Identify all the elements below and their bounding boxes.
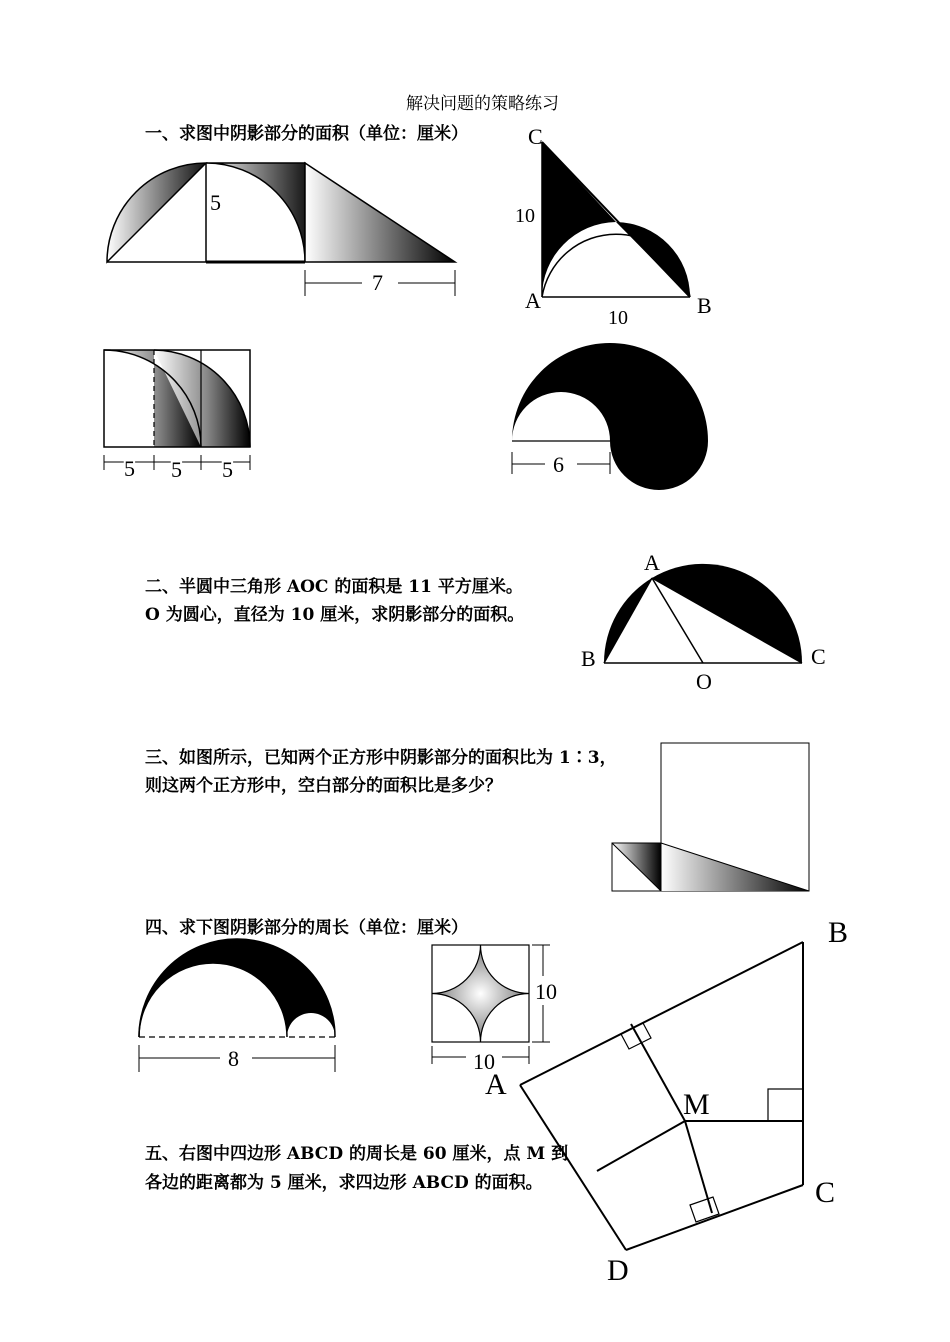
shaded-triangle bbox=[305, 163, 455, 262]
label-a: A bbox=[644, 550, 660, 575]
q5-line2: 各边的距离都为 5 厘米，求四边形 ABCD 的面积。 bbox=[145, 1173, 543, 1193]
q1-figure-b bbox=[510, 120, 730, 330]
label-3: 5 bbox=[222, 457, 233, 482]
base-label: 10 bbox=[608, 307, 628, 329]
q2-line2: O 为圆心，直径为 10 厘米，求阴影部分的面积。 bbox=[145, 605, 525, 625]
base-label: 7 bbox=[372, 270, 383, 295]
side-v-label: 10 bbox=[535, 979, 557, 1004]
q3-line1: 三、如图所示，已知两个正方形中阴影部分的面积比为 1∶3， bbox=[145, 748, 617, 768]
label-b: B bbox=[697, 293, 712, 318]
shaded-segment-left bbox=[107, 163, 206, 262]
q5-line1: 五、右图中四边形 ABCD 的周长是 60 厘米，点 M 到 bbox=[145, 1144, 569, 1164]
diameter-label: 8 bbox=[228, 1046, 239, 1071]
side-h-label: 10 bbox=[473, 1049, 495, 1074]
label-b: B bbox=[828, 916, 849, 949]
q2-figure bbox=[575, 548, 835, 693]
q5-figure bbox=[480, 915, 850, 1285]
label-c: C bbox=[815, 1176, 836, 1209]
q1-heading: 一、求图中阴影部分的面积（单位：厘米） bbox=[145, 124, 468, 144]
label-a: A bbox=[485, 1068, 507, 1101]
side-label: 10 bbox=[515, 205, 535, 227]
label-d: D bbox=[607, 1254, 629, 1287]
q2-line1: 二、半圆中三角形 AOC 的面积是 11 平方厘米。 bbox=[145, 577, 523, 597]
q1-figure-d bbox=[505, 340, 720, 500]
label-o: O bbox=[696, 669, 712, 694]
q1-figure-c bbox=[98, 345, 258, 485]
label-a: A bbox=[525, 288, 541, 313]
q4-figure-a bbox=[132, 935, 342, 1075]
label-2: 5 bbox=[171, 457, 182, 482]
q3-line2: 则这两个正方形中，空白部分的面积比是多少？ bbox=[145, 776, 502, 796]
height-label: 5 bbox=[210, 190, 221, 215]
q1-figure-a bbox=[100, 150, 470, 300]
page-title: 解决问题的策略练习 bbox=[406, 94, 559, 114]
label-1: 5 bbox=[124, 456, 135, 481]
label-c: C bbox=[811, 644, 826, 669]
label-c: C bbox=[528, 124, 543, 149]
label-m: M bbox=[683, 1088, 710, 1121]
q4-heading: 四、求下图阴影部分的周长（单位：厘米） bbox=[145, 918, 468, 938]
label-b: B bbox=[581, 646, 596, 671]
diameter-label: 6 bbox=[553, 452, 564, 477]
q3-figure bbox=[605, 738, 817, 898]
